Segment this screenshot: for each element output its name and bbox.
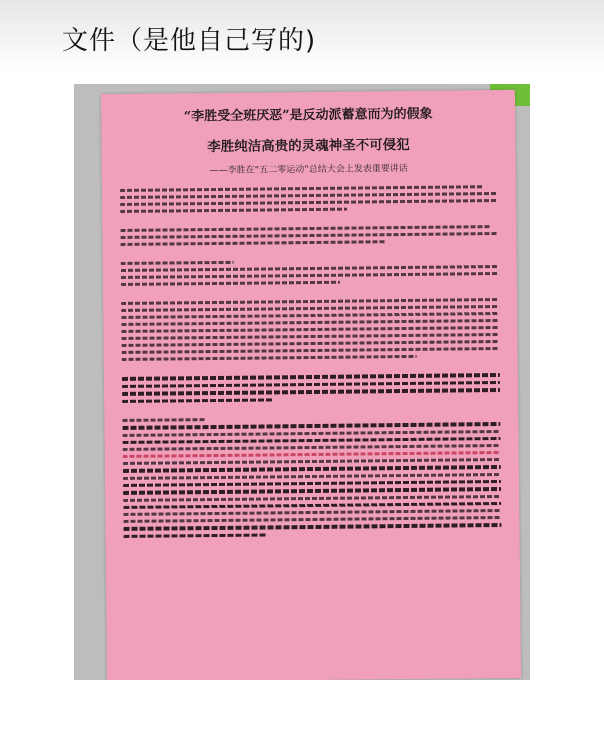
text-line-bold <box>123 437 501 444</box>
text-line-bold <box>123 465 501 472</box>
paper-content <box>119 104 503 672</box>
document-title-line1: “李胜受全班厌恶”是反动派蓄意而为的假象 <box>183 106 433 125</box>
pink-paper-sheet <box>101 90 521 680</box>
document-photo[interactable] <box>74 84 530 680</box>
text-line <box>123 473 501 480</box>
text-line <box>123 509 501 516</box>
text-line <box>121 265 499 272</box>
text-line-bold <box>123 502 501 509</box>
text-line-bold <box>122 373 500 380</box>
text-line <box>121 333 499 340</box>
text-line-bold <box>122 422 500 429</box>
text-line-red <box>123 451 501 458</box>
text-line <box>122 340 500 347</box>
text-line <box>121 326 499 333</box>
text-line <box>122 418 205 422</box>
text-line <box>120 240 385 246</box>
text-line <box>121 272 499 279</box>
text-line <box>120 225 490 232</box>
text-line-bold <box>123 523 501 530</box>
document-subtitle: ——李胜在“五二零运动”总结大会上发表重要讲话 <box>209 163 408 177</box>
text-line-bold <box>122 398 273 403</box>
text-line <box>122 355 417 361</box>
text-line <box>121 319 499 326</box>
text-line-bold <box>122 388 500 395</box>
text-line <box>120 192 498 199</box>
text-line <box>120 185 483 192</box>
text-line-bold <box>123 487 501 494</box>
text-line <box>123 444 501 451</box>
text-line <box>121 261 234 265</box>
text-line <box>121 298 499 305</box>
text-line <box>120 208 347 213</box>
text-line <box>123 495 501 502</box>
document-title-line2: 李胜纯洁高贵的灵魂神圣不可侵犯 <box>207 136 410 156</box>
text-line-bold <box>124 533 268 538</box>
text-line <box>120 232 498 239</box>
text-line <box>121 305 499 312</box>
post-caption: 文件（是他自己写的) <box>62 26 317 56</box>
text-line <box>121 312 499 319</box>
text-line-bold <box>122 381 500 388</box>
body-text-block <box>120 185 502 538</box>
text-line <box>122 347 500 354</box>
text-line <box>120 199 498 206</box>
text-line <box>121 281 340 286</box>
text-line <box>123 458 501 465</box>
text-line <box>123 516 501 523</box>
text-line <box>122 430 500 437</box>
text-line-bold <box>123 480 501 487</box>
